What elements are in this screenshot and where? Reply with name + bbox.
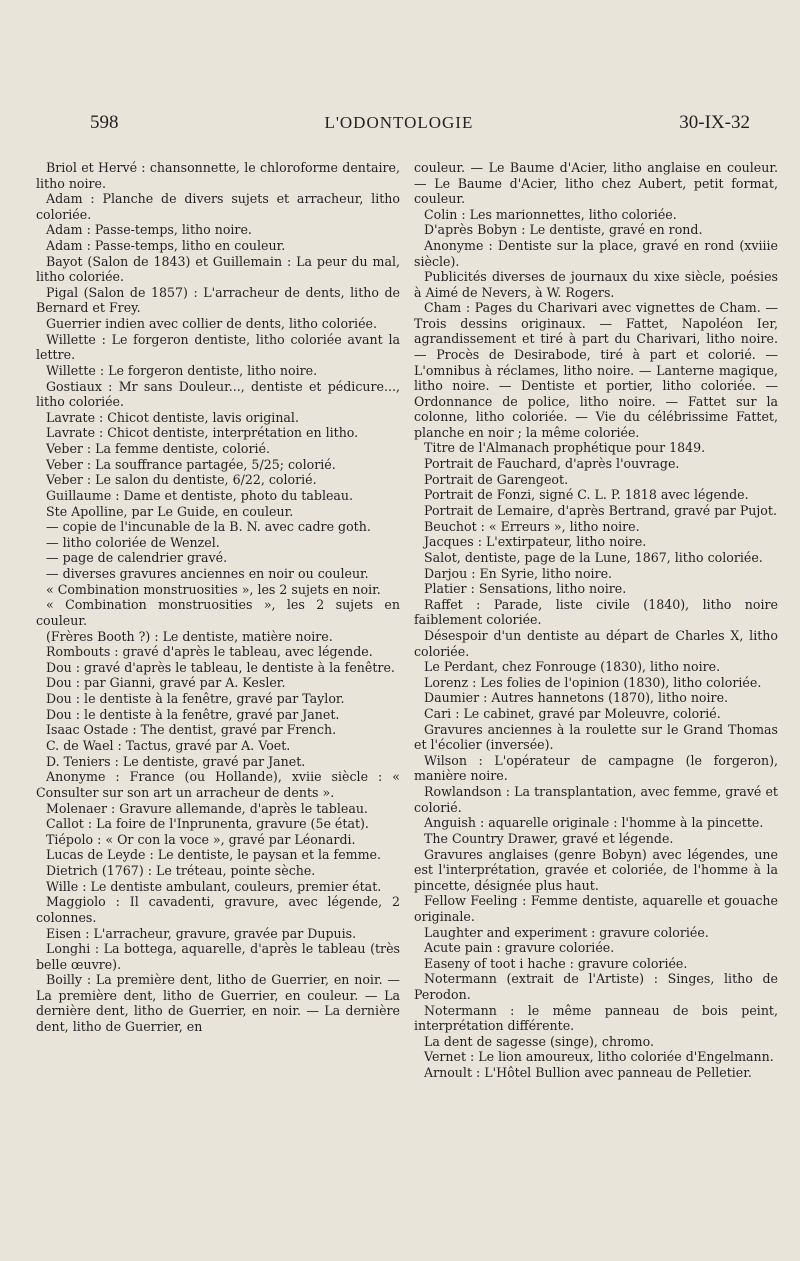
catalog-entry: Cari : Le cabinet, gravé par Moleuvre, colorié. — [424, 706, 721, 722]
catalog-entry: Darjou : En Syrie, litho noire. — [424, 565, 613, 581]
catalog-entry: — page de calendrier gravé. — [46, 550, 228, 566]
catalog-entry: Eisen : L'arracheur, gravure, gravée par Dupuis. — [46, 925, 357, 941]
catalog-entry: Gravures anglaises (genre Bobyn) avec légendes, une est l'interprétation, gravée et coloriée, de l'homme à la pincette, désignée plus haut. — [414, 846, 778, 893]
catalog-entry: — copie de l'incunable de la B. N. avec cadre goth. — [46, 519, 371, 535]
catalog-entry: Dietrich (1767) : Le tréteau, pointe sèche. — [46, 863, 316, 879]
page-number: 598 — [90, 112, 119, 133]
catalog-entry: — diverses gravures anciennes en noir ou couleur. — [46, 566, 369, 582]
catalog-entry: Wille : Le dentiste ambulant, couleurs, premier état. — [46, 878, 382, 894]
catalog-entry: Tiépolo : « Or con la voce », gravé par Léonardi. — [46, 831, 356, 847]
catalog-entry: Salot, dentiste, page de la Lune, 1867, litho coloriée. — [424, 549, 763, 565]
catalog-entry: Rowlandson : La transplantation, avec femme, gravé et colorié. — [414, 784, 778, 815]
catalog-entry: Colin : Les marionnettes, litho coloriée. — [424, 206, 677, 222]
catalog-entry: Notermann : le même panneau de bois peint, interprétation différente. — [414, 1002, 778, 1034]
journal-title: L'ODONTOLOGIE — [324, 113, 474, 132]
catalog-entry: — litho coloriée de Wenzel. — [46, 534, 220, 550]
catalog-entry: Jacques : L'extirpateur, litho noire. — [424, 534, 647, 550]
catalog-entry: Arnoult : L'Hôtel Bullion avec panneau de Pelletier. — [424, 1065, 752, 1081]
catalog-entry: Daumier : Autres hannetons (1870), litho noire. — [424, 690, 729, 706]
catalog-entry: Lavrate : Chicot dentiste, lavis original. — [46, 409, 299, 425]
catalog-entry: Rombouts : gravé d'après le tableau, avec légende. — [46, 644, 373, 660]
catalog-entry: Easeny of toot i hache : gravure coloriée. — [424, 955, 688, 971]
catalog-entry: Adam : Planche de divers sujets et arracheur, litho coloriée. — [36, 191, 400, 222]
catalog-entry: Vernet : Le lion amoureux, litho coloriée d'Engelmann. — [424, 1049, 774, 1065]
catalog-entry: Dou : gravé d'après le tableau, le dentiste à la fenêtre. — [46, 659, 395, 675]
catalog-entry: couleur. — Le Baume d'Acier, litho anglaise en couleur. — Le Baume d'Acier, litho chez Aubert, petit format, couleur. — [414, 160, 778, 207]
catalog-entry: Wilson : L'opérateur de campagne (le forgeron), manière noire. — [414, 752, 778, 784]
catalog-entry: Publicités diverses de journaux du xixe siècle, poésies à Aimé de Nevers, à W. Rogers. — [414, 269, 778, 300]
catalog-entry: Désespoir d'un dentiste au départ de Charles X, litho coloriée. — [414, 628, 778, 659]
catalog-entry: D. Teniers : Le dentiste, gravé par Janet. — [46, 753, 306, 769]
text-columns — [36, 160, 778, 1081]
catalog-entry: Bayot (Salon de 1843) et Guillemain : La peur du mal, litho coloriée. — [36, 253, 400, 285]
catalog-entry: Guillaume : Dame et dentiste, photo du tableau. — [46, 487, 354, 503]
catalog-entry: « Combination monstruosities », les 2 sujets en noir. — [46, 581, 381, 597]
catalog-entry: Boilly : La première dent, litho de Guerrier, en noir. — La première dent, litho de Guerrier, en couleur. — La dernière dent, litho de Guerrier, en noir. — La dernière dent, litho de Guerrier, en — [36, 972, 400, 1035]
catalog-entry: Guerrier indien avec collier de dents, litho coloriée. — [46, 316, 377, 332]
catalog-entry: Lavrate : Chicot dentiste, interprétation en litho. — [46, 425, 359, 441]
catalog-entry: Veber : La femme dentiste, colorié. — [46, 440, 270, 456]
catalog-entry: Anonyme : Dentiste sur la place, gravé en rond (xviiie siècle). — [414, 238, 778, 269]
catalog-entry: The Country Drawer, gravé et légende. — [424, 830, 674, 846]
catalog-entry: Anguish : aquarelle originale : l'homme à la pincette. — [424, 815, 764, 831]
catalog-entry: Adam : Passe-temps, litho en couleur. — [46, 238, 286, 254]
catalog-entry: Veber : Le salon du dentiste, 6/22, colorié. — [46, 472, 317, 488]
catalog-entry: Briol et Hervé : chansonnette, le chloroforme dentaire, litho noire. — [36, 160, 400, 191]
catalog-entry: Willette : Le forgeron dentiste, litho coloriée avant la lettre. — [36, 331, 400, 363]
catalog-entry: Isaac Ostade : The dentist, gravé par French. — [46, 722, 337, 738]
issue-date: 30-IX-32 — [679, 112, 750, 133]
catalog-entry: Anonyme : France (ou Hollande), xviie siècle : « Consulter sur son art un arracheur de dents ». — [36, 769, 400, 800]
catalog-entry: Lorenz : Les folies de l'opinion (1830), litho coloriée. — [424, 674, 762, 690]
catalog-entry: Callot : La foire de l'Inprunenta, gravure (5e état). — [46, 816, 369, 832]
catalog-entry: Fellow Feeling : Femme dentiste, aquarelle et gouache originale. — [414, 893, 778, 924]
right-column — [414, 160, 778, 1081]
left-column — [36, 160, 400, 1081]
catalog-entry: Portrait de Lemaire, d'après Bertrand, gravé par Pujot. — [424, 502, 777, 518]
catalog-entry: Laughter and experiment : gravure coloriée. — [424, 924, 709, 940]
catalog-entry: Maggiolo : Il cavadenti, gravure, avec légende, 2 colonnes. — [36, 894, 400, 925]
catalog-entry: Dou : le dentiste à la fenêtre, gravé par Taylor. — [46, 691, 345, 707]
catalog-entry: « Combination monstruosities », les 2 sujets en couleur. — [36, 597, 400, 628]
catalog-entry: Dou : le dentiste à la fenêtre, gravé par Janet. — [46, 706, 340, 722]
catalog-entry: Longhi : La bottega, aquarelle, d'après le tableau (très belle œuvre). — [36, 941, 400, 972]
catalog-entry: C. de Wael : Tactus, gravé par A. Voet. — [46, 738, 291, 754]
catalog-entry: Portrait de Garengeot. — [424, 471, 569, 487]
catalog-entry: D'après Bobyn : Le dentiste, gravé en rond. — [424, 222, 703, 238]
catalog-entry: Willette : Le forgeron dentiste, litho noire. — [46, 362, 318, 378]
catalog-entry: Platier : Sensations, litho noire. — [424, 581, 627, 597]
catalog-entry: Titre de l'Almanach prophétique pour 1849. — [424, 440, 706, 456]
catalog-entry: Le Perdant, chez Fonrouge (1830), litho noire. — [424, 659, 721, 675]
catalog-entry: Lucas de Leyde : Le dentiste, le paysan et la femme. — [46, 847, 381, 863]
catalog-entry: Veber : La souffrance partagée, 5/25; colorié. — [46, 456, 336, 472]
running-header — [90, 112, 750, 134]
catalog-entry: Cham : Pages du Charivari avec vignettes de Cham. — Trois dessins originaux. — Fattet, Napoléon Ier, agrandissement et tiré à part du Charivari, litho noire. — Procès de Desirabode, tiré à part et colorié. — L'omnibus à réclames, litho noire. — Lanterne magique, litho noire. — Dentiste et portier, litho coloriée. — Ordonnance de police, litho noire. — Fattet sur la colonne, litho coloriée. — Vie du célébrissime Fattet, planche en noir ; la même coloriée. — [414, 300, 778, 440]
catalog-entry: Notermann (extrait de l'Artiste) : Singes, litho de Perodon. — [414, 971, 778, 1002]
catalog-entry: Ste Apolline, par Le Guide, en couleur. — [46, 503, 294, 519]
catalog-entry: Adam : Passe-temps, litho noire. — [46, 222, 252, 238]
catalog-entry: Gostiaux : Mr sans Douleur..., dentiste et pédicure..., litho coloriée. — [36, 378, 400, 410]
catalog-entry: Portrait de Fonzi, signé C. L. P. 1818 avec légende. — [424, 487, 749, 503]
catalog-entry: Molenaer : Gravure allemande, d'après le tableau. — [46, 800, 368, 816]
catalog-entry: Acute pain : gravure coloriée. — [424, 940, 615, 956]
catalog-entry: Raffet : Parade, liste civile (1840), litho noire faiblement coloriée. — [414, 596, 778, 628]
catalog-entry: Beuchot : « Erreurs », litho noire. — [424, 518, 640, 534]
catalog-entry: Gravures anciennes à la roulette sur le Grand Thomas et l'écolier (inversée). — [414, 721, 778, 753]
catalog-entry: Pigal (Salon de 1857) : L'arracheur de dents, litho de Bernard et Frey. — [36, 284, 400, 316]
catalog-entry: Dou : par Gianni, gravé par A. Kesler. — [46, 675, 286, 691]
catalog-entry: (Frères Booth ?) : Le dentiste, matière noire. — [46, 628, 333, 644]
catalog-entry: La dent de sagesse (singe), chromo. — [424, 1033, 654, 1049]
catalog-entry: Portrait de Fauchard, d'après l'ouvrage. — [424, 456, 680, 472]
